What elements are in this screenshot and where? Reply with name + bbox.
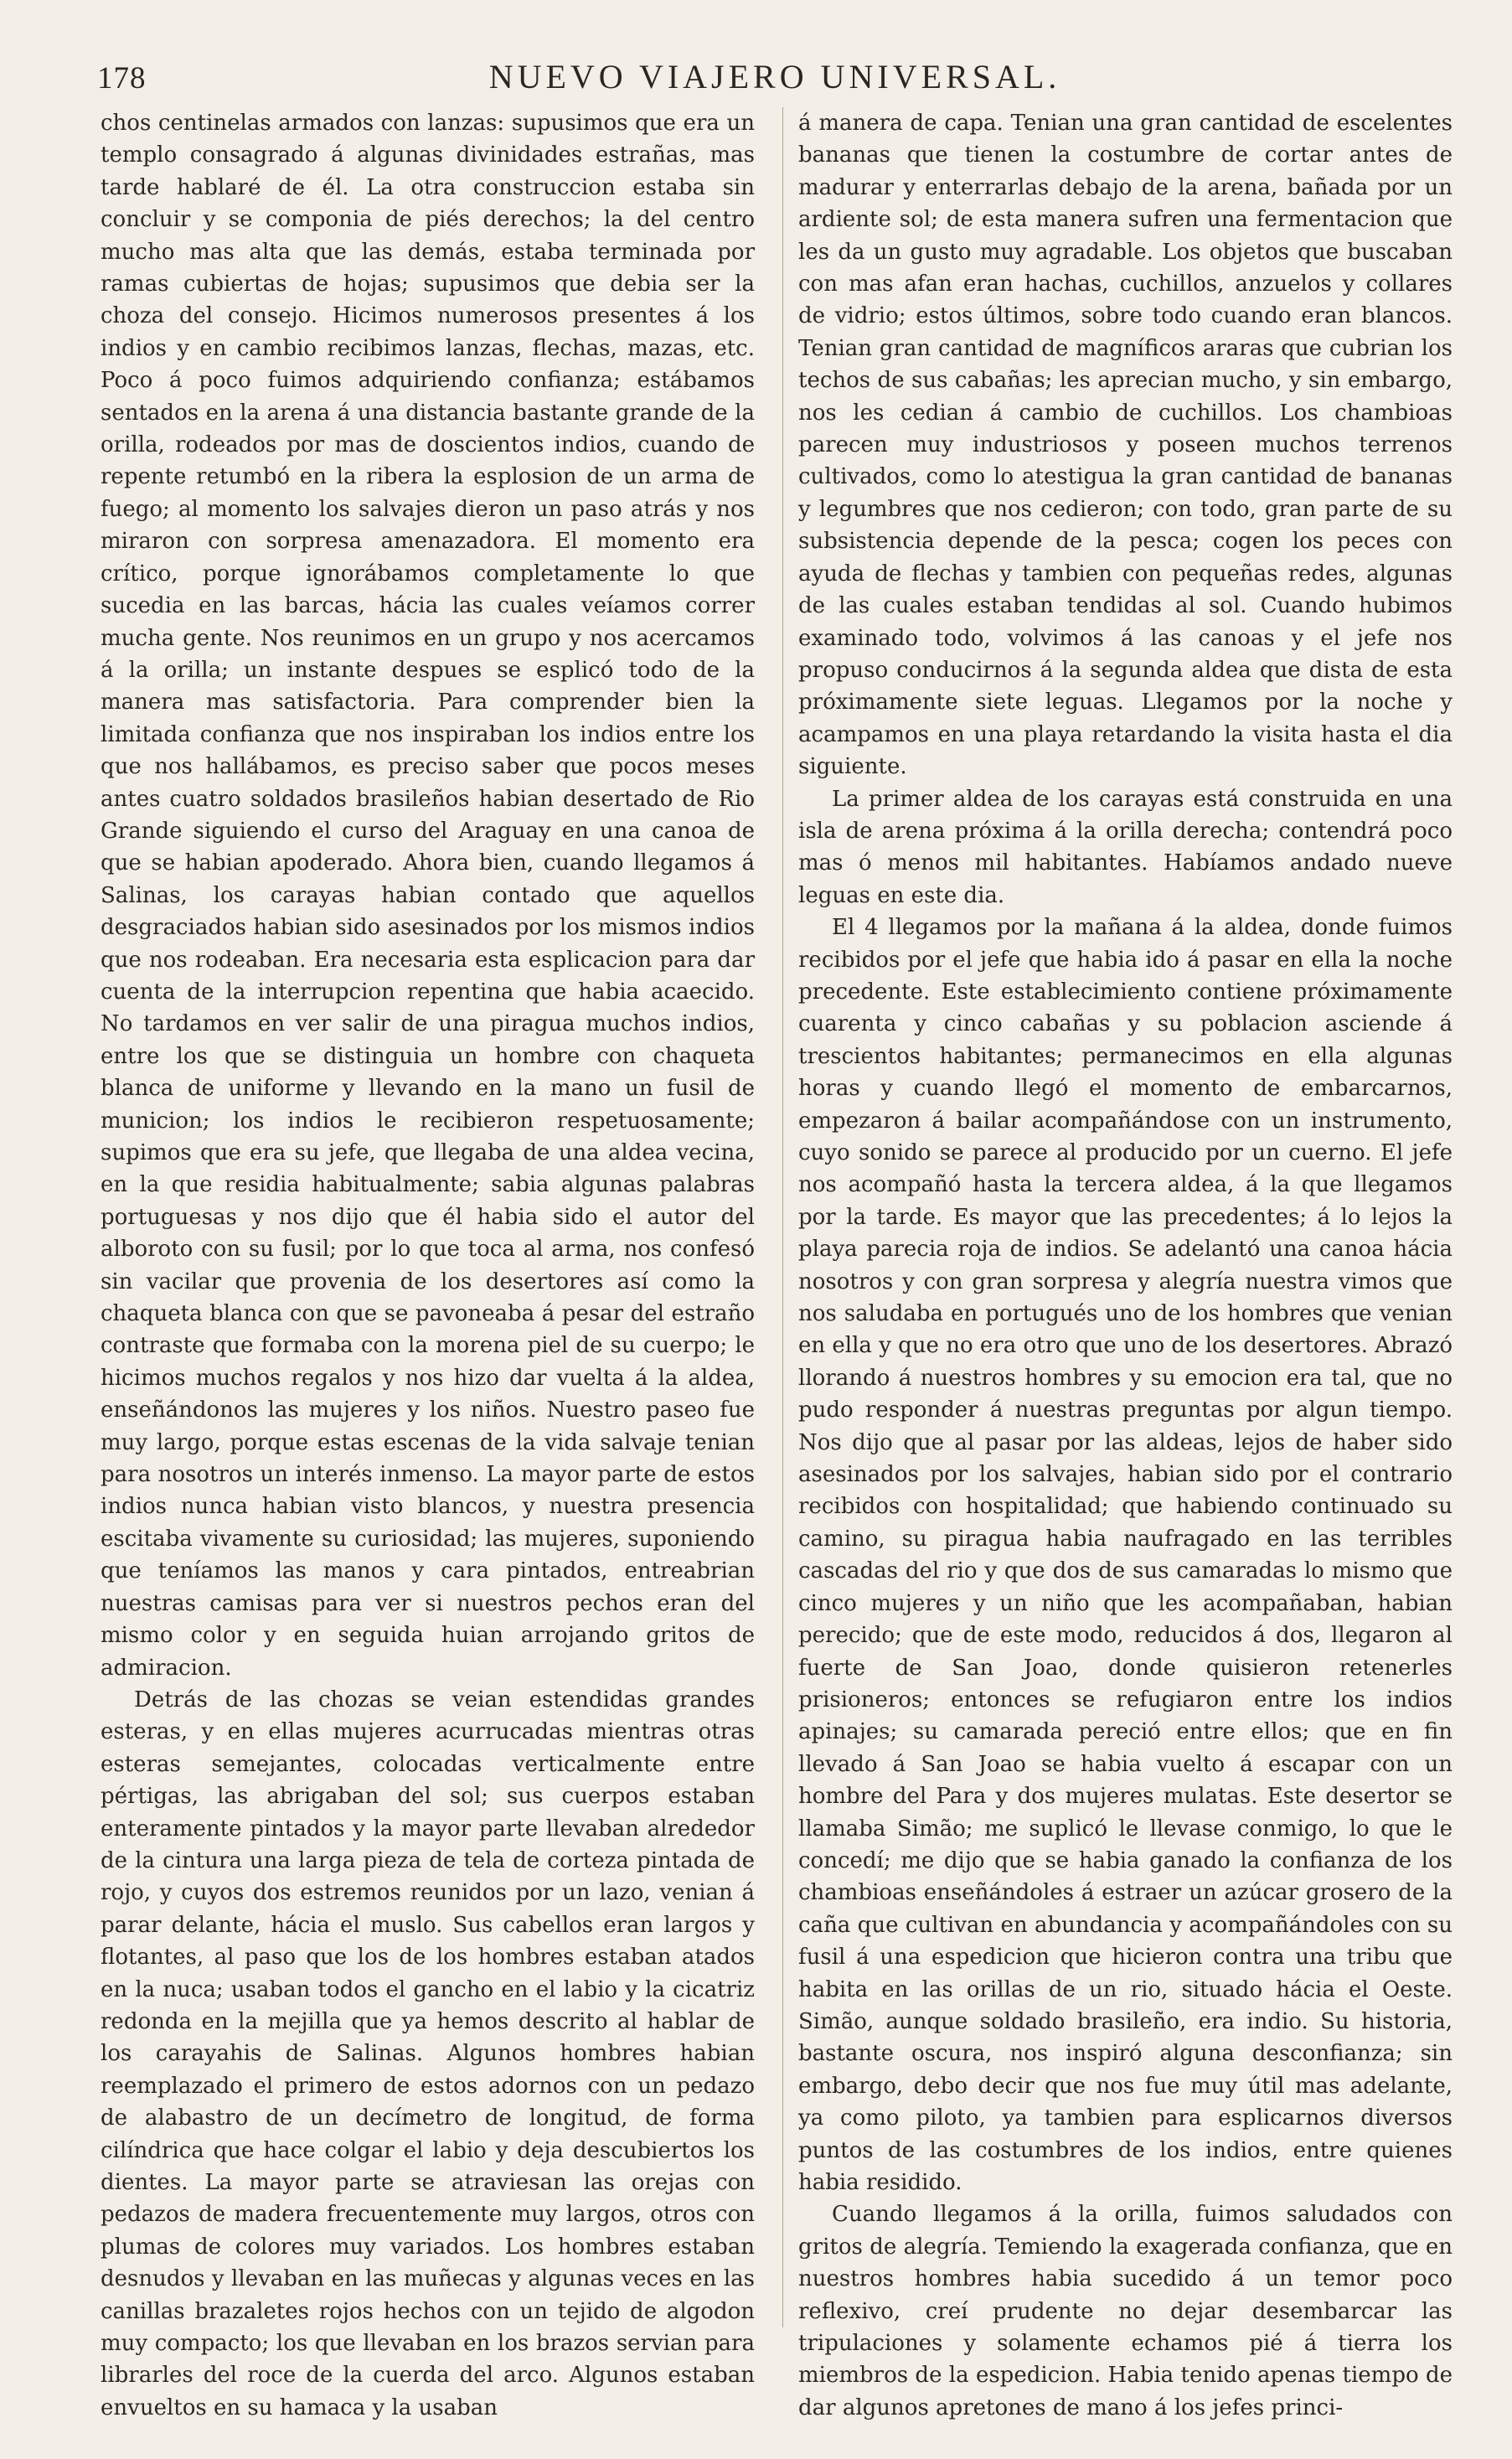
paragraph: á manera de capa. Tenian una gran cantidad de escelentes bananas que tienen la costumbre de cortar antes de madurar y enterrarlas debajo de la arena, bañada por un ardiente sol; de esta manera sufren una fermentacion que les da un gusto muy agradable. Los objetos que buscaban con mas afan eran hachas, cuchillos, anzuelos y collares de vidrio; estos últimos, sobre todo cuando eran blancos. Tenian gran cantidad de magníficos araras que cubrian los techos de sus cabañas; les aprecian mucho, y sin embargo, nos les cedian á cambio de cuchillos. Los chambioas parecen muy industriosos y poseen muchos terrenos cultivados, como lo atestigua la gran cantidad de bananas y legumbres que nos cedieron; con todo, gran parte de su subsistencia depende de la pesca; cogen los peces con ayuda de flechas y tambien con pequeñas redes, algunas de las cuales estaban tendidas al sol. Cuando hubimos examinado todo, volvimos á las canoas y el jefe nos propuso conducirnos á la segunda aldea que dista de esta próximamente siete leguas. Llegamos por la noche y acampamos en una playa retardando la visita hasta el dia siguiente. (798, 111, 1453, 780)
column-divider (782, 107, 783, 2327)
paragraph: Detrás de las chozas se veian estendidas grandes esteras, y en ellas mujeres acurrucadas mientras otras esteras semejantes, colocadas verticalmente entre pértigas, las abrigaban del sol; sus cuerpos estaban enteramente pintados y la mayor parte llevaban alrededor de la cintura una larga pieza de tela de corteza pintada de rojo, y cuyos dos estremos reunidos por un lazo, venian á parar delante, hácia el muslo. Sus cabellos eran largos y flotantes, al paso que los de los hombres estaban atados en la nuca; usaban todos el gancho en el labio y la cicatriz redonda en la mejilla que ya hemos descrito al hablar de los carayahis de Salinas. Algunos hombres habian reemplazado el primero de estos adornos con un pedazo de alabastro de un decímetro de longitud, de forma cilíndrica que hace colgar el labio y deja descubiertos los dientes. La mayor parte se atraviesan las orejas con pedazos de madera frecuentemente muy largos, otros con plumas de colores muy variados. Los hombres estaban desnudos y llevaban en las muñecas y algunas veces en las canillas brazaletes rojos hechos con un tejido de algodon muy compacto; los que llevaban en los brazos servian para librarles del roce de la cuerda del arco. Algunos estaban envueltos en su hamaca y la usaban (101, 1687, 755, 2420)
paragraph: chos centinelas armados con lanzas: supusimos que era un templo consagrado á algunas divinidades estrañas, mas tarde hablaré de él. La otra construccion estaba sin concluir y se componia de piés derechos; la del centro mucho mas alta que las demás, estaba terminada por ramas cubiertas de hojas; supusimos que debia ser la choza del consejo. Hicimos numerosos presentes á los indios y en cambio recibimos lanzas, flechas, mazas, etc. Poco á poco fuimos adquiriendo confianza; estábamos sentados en la arena á una distancia bastante grande de la orilla, rodeados por mas de doscientos indios, cuando de repente retumbó en la ribera la esplosion de un arma de fuego; al momento los salvajes dieron un paso atrás y nos miraron con sorpresa amenazadora. El momento era crítico, porque ignorábamos completamente lo que sucedia en las barcas, hácia las cuales veíamos correr mucha gente. Nos reunimos en un grupo y nos acercamos á la orilla; un instante despues se esplicó todo de la manera mas satisfactoria. Para comprender bien la limitada confianza que nos inspiraban los indios entre los que nos hallábamos, es preciso saber que pocos meses antes cuatro soldados brasileños habian desertado de Rio Grande siguiendo el curso del Araguay en una canoa de que se habian apoderado. Ahora bien, cuando llegamos á Salinas, los carayas habian contado que aquellos desgraciados habian sido asesinados por los mismos indios que nos rodeaban. Era necesaria esta esplicacion para dar cuenta de la interrupcion repentina que habia acaecido. No tardamos en ver salir de una piragua muchos indios, entre los que se distinguia un hombre con chaqueta blanca de uniforme y llevando en la mano un fusil de municion; los indios le recibieron respetuosamente; supimos que era su jefe, que llegaba de una aldea vecina, en la que residia habitualmente; sabia algunas palabras portuguesas y nos dijo que él habia sido el autor del alboroto con su fusil; por lo que toca al arma, nos confesó sin vacilar que provenia de los desertores así como la chaqueta blanca con que se pavoneaba á pesar del estraño contraste que formaba con la morena piel de su cuerpo; le hicimos muchos regalos y nos hizo dar vuelta á la aldea, enseñándonos las mujeres y los niños. Nuestro paseo fue muy largo, porque estas escenas de la vida salvaje tenian para nosotros un interés inmenso. La mayor parte de estos indios nunca habian visto blancos, y nuestra presencia escitaba vivamente su curiosidad; las mujeres, suponiendo que teníamos las manos y cara pintados, entreabrian nuestras camisas para ver si nuestros pechos eran del mismo color y en seguida huian arrojando gritos de admiracion. (101, 111, 755, 1681)
paragraph: La primer aldea de los carayas está construida en una isla de arena próxima á la orilla derecha; contendrá poco mas ó menos mil habitantes. Habíamos andado nueve leguas en este dia. (798, 786, 1453, 908)
left-column (101, 107, 755, 2424)
page-number: 178 (97, 61, 147, 96)
paragraph: Cuando llegamos á la orilla, fuimos saludados con gritos de alegría. Temiendo la exagerada confianza, que en nuestros hombres habia sucedido á un temor poco reflexivo, creí prudente no dejar desembarcar las tripulaciones y solamente echamos pié á tierra los miembros de la espedicion. Habia tenido apenas tiempo de dar algunos apretones de mano á los jefes princi- (798, 2202, 1453, 2420)
paragraph: El 4 llegamos por la mañana á la aldea, donde fuimos recibidos por el jefe que habia ido á pasar en ella la noche precedente. Este establecimiento contiene próximamente cuarenta y cinco cabañas y su poblacion asciende á trescientos habitantes; permanecimos en ella algunas horas y cuando llegó el momento de embarcarnos, empezaron á bailar acompañándose con un instrumento, cuyo sonido se parece al producido por un cuerno. El jefe nos acompañó hasta la tercera aldea, á la que llegamos por la tarde. Es mayor que las precedentes; á lo lejos la playa parecia roja de indios. Se adelantó una canoa hácia nosotros y con gran sorpresa y alegría nuestra vimos que nos saludaba en portugués uno de los hombres que venian en ella y que no era otro que uno de los desertores. Abrazó llorando á nuestros hombres y su emocion era tal, que no pudo responder á nuestras preguntas por algun tiempo. Nos dijo que al pasar por las aldeas, lejos de haber sido asesinados por los salvajes, habian sido por el contrario recibidos con hospitalidad; que habiendo continuado su camino, su piragua habia naufragado en las terribles cascadas del rio y que dos de sus camaradas lo mismo que cinco mujeres y un niño que les acompañaban, habian perecido; que de este modo, reducidos á dos, llegaron al fuerte de San Joao, donde quisieron retenerles prisioneros; entonces se refugiaron entre los indios apinajes; su camarada pereció entre ellos; que en fin llevado á San Joao se habia vuelto á escapar con un hombre del Para y dos mujeres mulatas. Este desertor se llamaba Simão; me suplicó le llevase conmigo, lo que le concedí; me dijo que se habia ganado la confianza de los chambioas enseñándoles á estraer un azúcar grosero de la caña que cultivan en abundancia y acompañándoles con su fusil á una espedicion que hicieron contra una tribu que habita en las orillas de un rio, situado hácia el Oeste. Simão, aunque soldado brasileño, era indio. Su historia, bastante oscura, nos inspiró alguna desconfianza; sin embargo, debo decir que nos fue muy útil mas adelante, ya como piloto, ya tambien para esplicarnos diversos puntos de las costumbres de los indios, entre quienes habia residido. (798, 915, 1453, 2195)
running-title: NUEVO VIAJERO UNIVERSAL. (488, 58, 1061, 96)
page-header (97, 54, 1453, 96)
right-column (798, 107, 1453, 2424)
